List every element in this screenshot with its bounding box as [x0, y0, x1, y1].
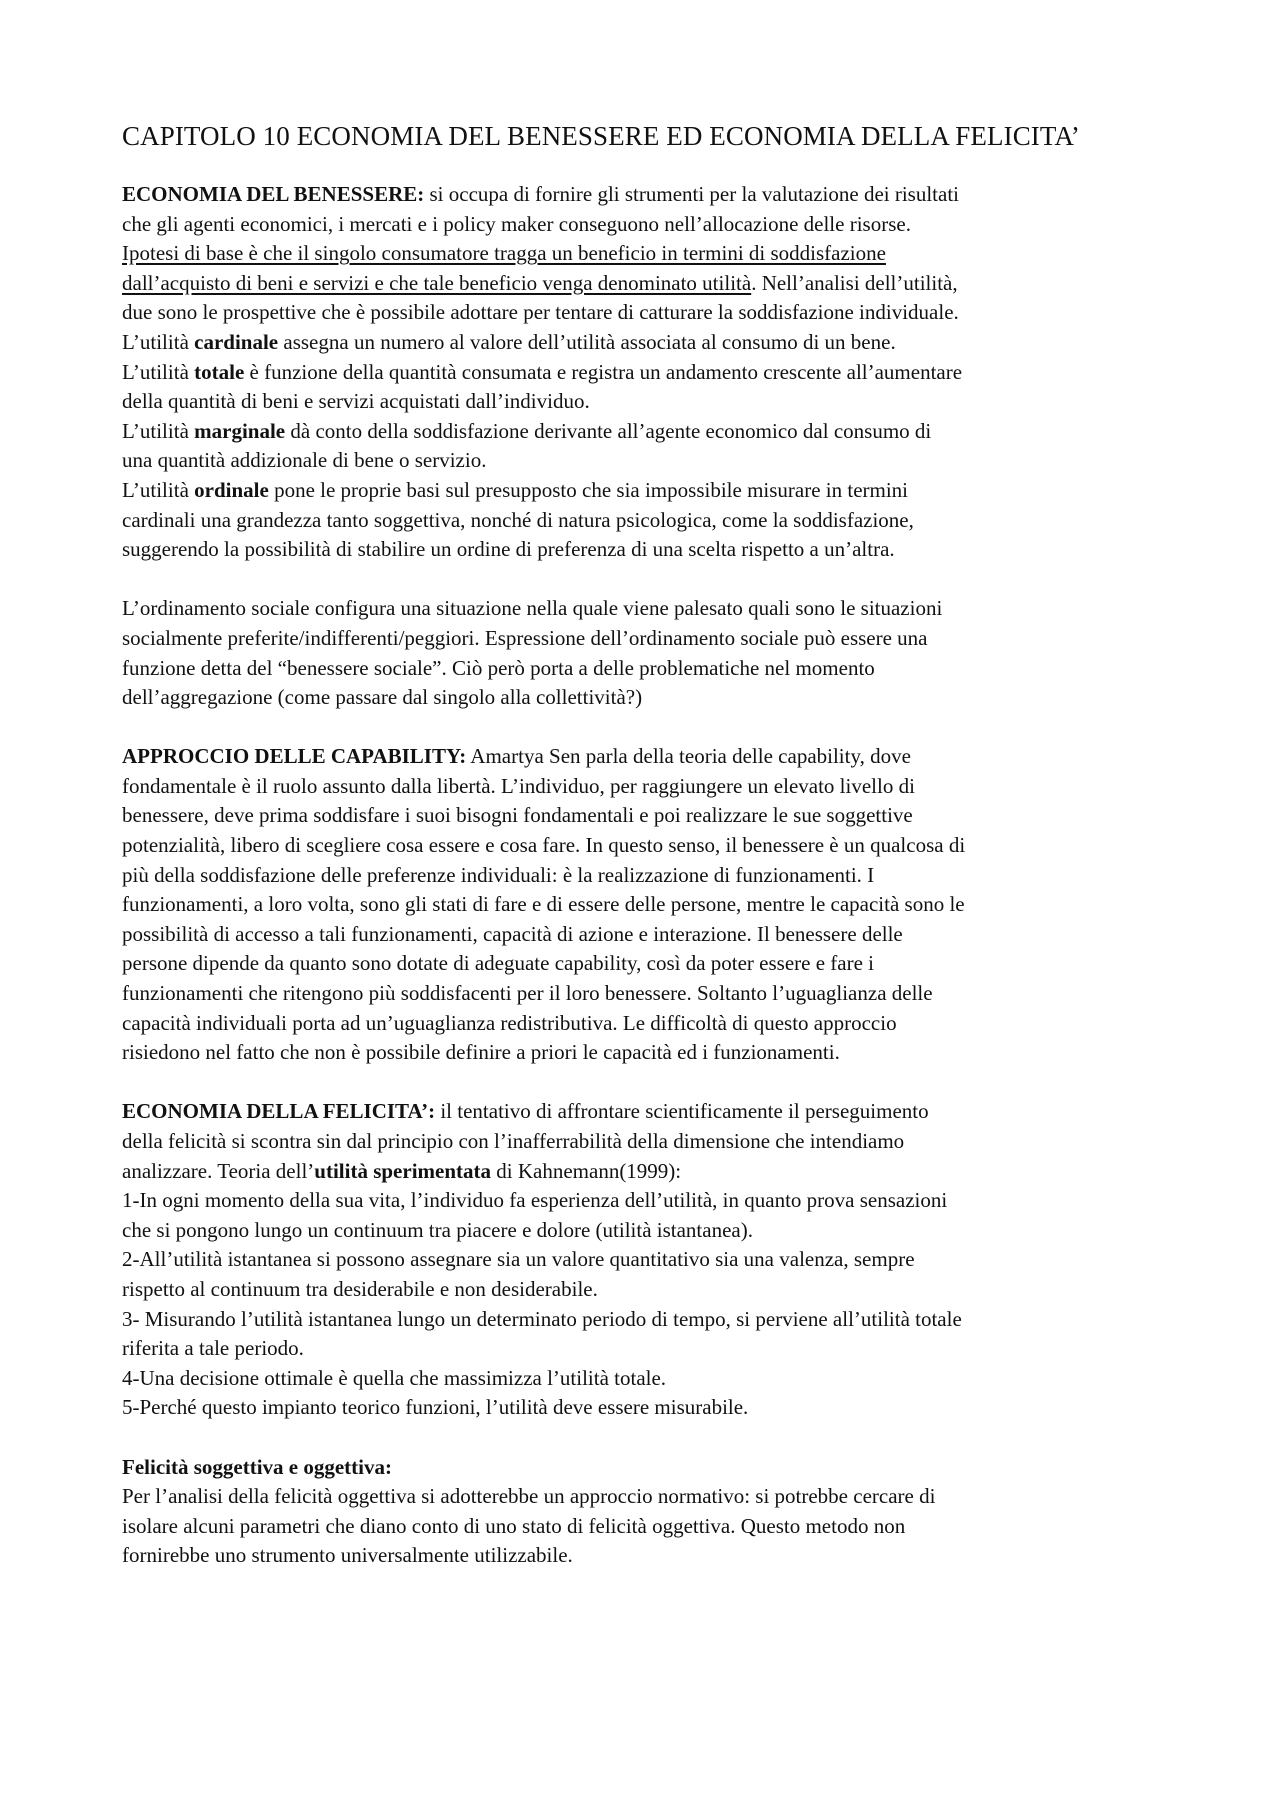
- text-line: una quantità addizionale di bene o servizio.: [122, 448, 487, 473]
- text-line: [122, 239, 1172, 269]
- text-line: possibilità di accesso a tali funzionamenti, capacità di azione e interazione. Il benessere delle: [122, 921, 903, 946]
- text-line: funzione detta del “benessere sociale”. Ciò però porta a delle problematiche nel momento: [122, 655, 875, 680]
- marginal-utility-line: L’utilità marginale dà conto della soddisfazione derivante all’agente economico dal consumo di: [122, 418, 932, 443]
- text-line: capacità individuali porta ad un’uguaglianza redistributiva. Le difficoltà di questo approccio: [122, 1010, 897, 1035]
- text-line: Per l’analisi della felicità oggettiva si adotterebbe un approccio normativo: si potrebbe cercare di: [122, 1484, 936, 1509]
- list-item: 3- Misurando l’utilità istantanea lungo un determinato periodo di tempo, si perviene all’utilità totale: [122, 1306, 962, 1331]
- paragraph-gap: [122, 1068, 1172, 1098]
- text-line: dall’acquisto di beni e servizi e che tale beneficio venga denominato utilità. Nell’analisi dell’utilità,: [122, 270, 958, 295]
- document-page: [122, 120, 1172, 1571]
- text-line: socialmente preferite/indifferenti/peggiori. Espressione dell’ordinamento sociale può essere una: [122, 625, 928, 650]
- text-line: riferita a tale periodo.: [122, 1336, 304, 1361]
- subjective-objective-happiness-section: [122, 1453, 1172, 1571]
- text-line: isolare alcuni parametri che diano conto di uno stato di felicità oggettiva. Questo metodo non: [122, 1513, 906, 1538]
- text-line: dell’aggregazione (come passare dal singolo alla collettività?): [122, 685, 643, 710]
- list-item: 4-Una decisione ottimale è quella che massimizza l’utilità totale.: [122, 1365, 667, 1390]
- chapter-title: CAPITOLO 10 ECONOMIA DEL BENESSERE ED ECONOMIA DELLA FELICITA’: [122, 121, 1081, 151]
- section-heading-happiness: ECONOMIA DELLA FELICITA’:: [122, 1099, 436, 1124]
- text-line: funzionamenti che ritengono più soddisfacenti per il loro benessere. Soltanto l’uguaglianza delle: [122, 981, 933, 1006]
- underlined-hypothesis-cont: dall’acquisto di beni e servizi e che tale beneficio venga denominato utilità: [122, 270, 752, 295]
- text-line: che si pongono lungo un continuum tra piacere e dolore (utilità istantanea).: [122, 1217, 753, 1242]
- happiness-economics-section: [122, 1097, 1172, 1423]
- text-line: [122, 1453, 1172, 1483]
- paragraph-gap: [122, 565, 1172, 595]
- text-line: della quantità di beni e servizi acquistati dall’individuo.: [122, 389, 590, 414]
- text-line: più della soddisfazione delle preferenze individuali: è la realizzazione di funzionamenti. I: [122, 862, 875, 887]
- text-line: ECONOMIA DEL BENESSERE: si occupa di fornire gli strumenti per la valutazione dei risultati: [122, 182, 960, 206]
- paragraph-gap: [122, 713, 1172, 743]
- section-heading-welfare: ECONOMIA DEL BENESSERE:: [122, 182, 425, 206]
- text-line: fornirebbe uno strumento universalmente utilizzabile.: [122, 1543, 573, 1568]
- cardinal-utility-line: L’utilità cardinale assegna un numero al valore dell’utilità associata al consumo di un bene.: [122, 329, 896, 354]
- total-utility-line: L’utilità totale è funzione della quantità consumata e registra un andamento crescente all’aumentare: [122, 359, 963, 384]
- welfare-economics-section: [122, 180, 1172, 565]
- list-item: 2-All’utilità istantanea si possono assegnare sia un valore quantitativo sia una valenza, sempre: [122, 1247, 915, 1272]
- social-ordering-paragraph: [122, 594, 1172, 712]
- section-heading-subjective: Felicità soggettiva e oggettiva:: [122, 1454, 392, 1479]
- text-line: L’ordinamento sociale configura una situazione nella quale viene palesato quali sono le situazioni: [122, 596, 943, 621]
- list-item: 1-In ogni momento della sua vita, l’individuo fa esperienza dell’utilità, in quanto prova sensazioni: [122, 1188, 948, 1213]
- text-line: suggerendo la possibilità di stabilire un ordine di preferenza di una scelta rispetto a un’altra.: [122, 537, 895, 562]
- capability-approach-section: [122, 742, 1172, 1068]
- text-line: che gli agenti economici, i mercati e i policy maker conseguono nell’allocazione delle risorse.: [122, 211, 911, 236]
- text-line: ECONOMIA DELLA FELICITA’: il tentativo di affrontare scientificamente il perseguimento: [122, 1099, 929, 1124]
- section-heading-capability: APPROCCIO DELLE CAPABILITY:: [122, 744, 467, 769]
- text-line: persone dipende da quanto sono dotate di adeguate capability, così da poter essere e fare i: [122, 951, 875, 976]
- ordinal-utility-line: L’utilità ordinale pone le proprie basi sul presupposto che sia impossibile misurare in termini: [122, 477, 909, 502]
- underlined-hypothesis: Ipotesi di base è che il singolo consumatore tragga un beneficio in termini di soddisfazione: [122, 241, 886, 266]
- text-line: cardinali una grandezza tanto soggettiva, nonché di natura psicologica, come la soddisfazione,: [122, 507, 914, 532]
- text-line: risiedono nel fatto che non è possibile definire a priori le capacità ed i funzionamenti.: [122, 1040, 840, 1065]
- text-line: analizzare. Teoria dell’utilità sperimentata di Kahnemann(1999):: [122, 1158, 682, 1183]
- text-line: due sono le prospettive che è possibile adottare per tentare di catturare la soddisfazione individuale.: [122, 300, 959, 325]
- text-line: potenzialità, libero di scegliere cosa essere e cosa fare. In questo senso, il benessere è un qualcosa di: [122, 833, 966, 858]
- text-line: fondamentale è il ruolo assunto dalla libertà. L’individuo, per raggiungere un elevato livello di: [122, 773, 915, 798]
- text-line: benessere, deve prima soddisfare i suoi bisogni fondamentali e poi realizzare le sue soggettive: [122, 803, 913, 828]
- text-line: rispetto al continuum tra desiderabile e non desiderabile.: [122, 1276, 598, 1301]
- list-item: 5-Perché questo impianto teorico funzioni, l’utilità deve essere misurabile.: [122, 1395, 749, 1420]
- paragraph-gap: [122, 1423, 1172, 1453]
- text-line: funzionamenti, a loro volta, sono gli stati di fare e di essere delle persone, mentre le capacità sono le: [122, 892, 965, 917]
- text-line: APPROCCIO DELLE CAPABILITY: Amartya Sen parla della teoria delle capability, dove: [122, 744, 911, 769]
- text-line: della felicità si scontra sin dal principio con l’inafferrabilità della dimensione che intendiamo: [122, 1129, 905, 1153]
